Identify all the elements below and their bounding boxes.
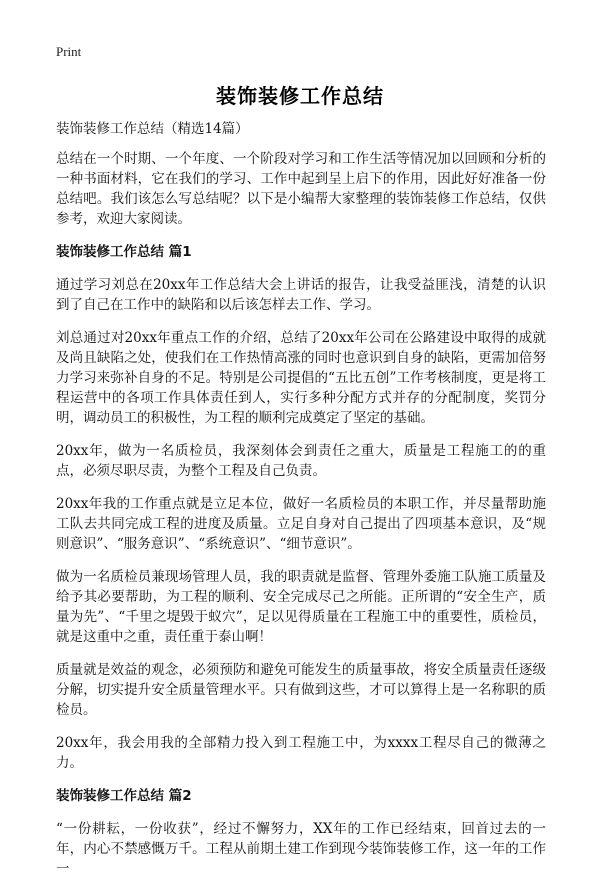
section-1-paragraph-5: 做为一名质检员兼现场管理人员，我的职责就是监督、管理外委施工队施工质量及给予其必要帮助，为工程的顺利、安全完成尽己之所能。正所谓的“安全生产，质量为先”、“千里之堤毁于蚁穴”，足以见得质量在工程施工中的重要性，质检员，就是这重中之重，责任重于泰山啊！ <box>56 569 546 645</box>
print-link[interactable]: Print <box>56 44 82 59</box>
section-1-paragraph-1: 通过学习刘总在20xx年工作总结大会上讲话的报告，让我受益匪浅，清楚的认识到了自己在工作中的缺陷和以后该怎样去工作、学习。 <box>56 277 546 313</box>
section-1-paragraph-3: 20xx年，做为一名质检员，我深刻体会到责任之重大，质量是工程施工的的重点，必须尽职尽责，为整个工程及自己负责。 <box>56 443 546 479</box>
section-1-paragraph-7: 20xx年，我会用我的全部精力投入到工程施工中，为xxxx工程尽自己的微薄之力。 <box>56 735 546 771</box>
section-1-paragraph-6: 质量就是效益的观念，必须预防和避免可能发生的质量事故，将安全质量责任逐级分解，切实提升安全质量管理水平。只有做到这些，才可以算得上是一名称职的质检员。 <box>56 662 546 718</box>
page-title: 装饰装修工作总结 <box>216 84 384 108</box>
intro-paragraph: 总结在一个时期、一个年度、一个阶段对学习和工作生活等情况加以回顾和分析的一种书面材料，它在我们的学习、工作中起到呈上启下的作用，因此好好准备一份总结吧。我们该怎么写总结呢？以下是小编帮大家整理的装饰装修工作总结，仅供参考，欢迎大家阅读。 <box>56 151 546 227</box>
section-1-heading: 装饰装修工作总结 篇1 <box>56 244 192 260</box>
section-1-paragraph-4: 20xx年我的工作重点就是立足本位，做好一名质检员的本职工作，并尽量帮助施工队去共同完成工程的进度及质量。立足自身对自己提出了四项基本意识，及“规则意识”、“服务意识”、“系统意识”、“细节意识”。 <box>56 496 546 552</box>
section-1-paragraph-2: 刘总通过对20xx年重点工作的介绍，总结了20xx年公司在公路建设中取得的成就及尚且缺陷之处，使我们在工作热情高涨的同时也意识到自身的缺陷，更需加倍努力学习来弥补自身的不足。特别是公司提倡的“五比五创”工作考核制度，更是将工程运营中的各项工作具体责任到人，实行多种分配方式并存的分配制度，奖罚分明，调动员工的积极性，为工程的顺利完成奠定了坚定的基础。 <box>56 330 546 426</box>
section-2-heading: 装饰装修工作总结 篇2 <box>56 788 192 804</box>
document-subtitle: 装饰装修工作总结（精选14篇） <box>56 121 249 137</box>
document-body <box>56 118 546 892</box>
section-2-paragraph-1: “一份耕耘，一份收获”，经过不懈努力，XX年的工作已经结束，回首过去的一年，内心不禁感慨万千。工程从前期土建工作到现今装饰装修工作，这一年的工作一 <box>56 821 546 877</box>
